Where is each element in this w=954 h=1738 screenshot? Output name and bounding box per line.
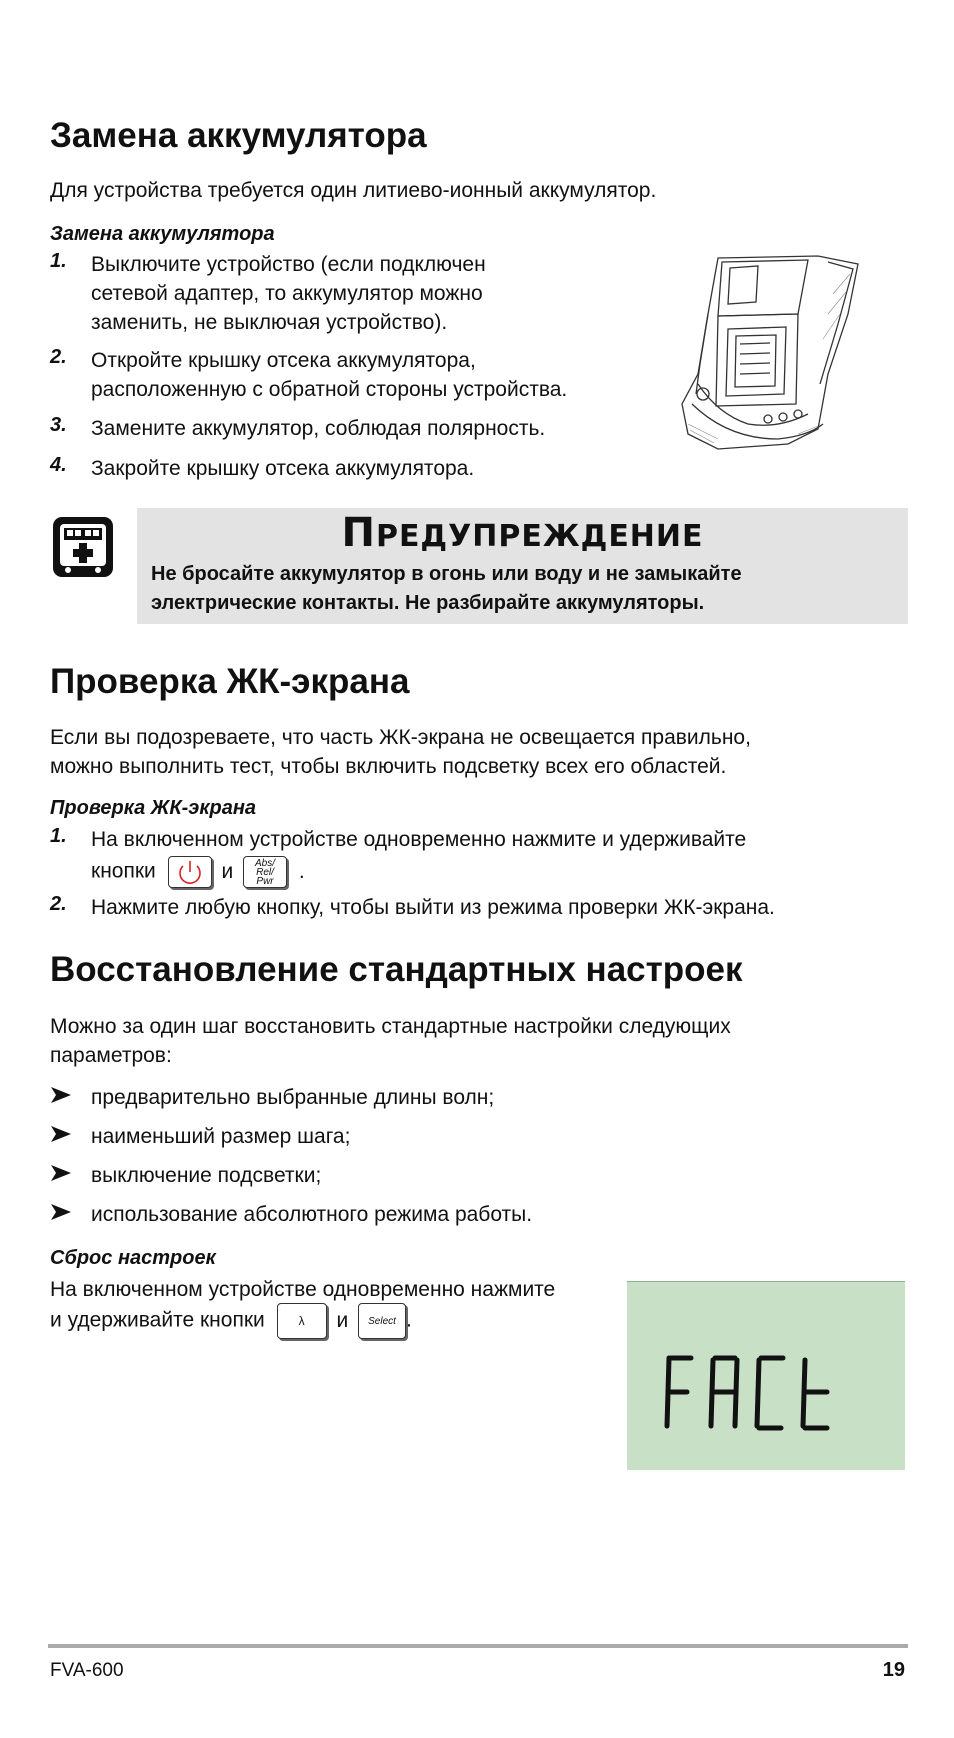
list-item (50, 454, 630, 483)
key-label: Rel/ (256, 866, 274, 878)
list-item (50, 1161, 750, 1190)
bullet-text: использование абсолютного режима работы. (91, 1203, 533, 1226)
warning-icon (50, 514, 116, 580)
bullet-text: выключение подсветки; (91, 1164, 322, 1187)
lambda-key (277, 1303, 327, 1339)
footer-rule (48, 1644, 908, 1648)
arrow-bullet-icon (50, 1084, 72, 1106)
step-number: 2. (50, 893, 67, 915)
list-item (50, 346, 630, 404)
select-key (358, 1303, 406, 1339)
step-line: Выключите устройство (если подключен (91, 253, 486, 276)
reset-intro-line: Можно за один шаг восстановить стандартные настройки следующих (50, 1015, 731, 1038)
power-key (168, 856, 212, 888)
key-label: Abs/ (255, 857, 276, 869)
lcd-intro-line: Если вы подозреваете, что часть ЖК-экрана не освещается правильно, (50, 726, 751, 749)
key-label: λ (298, 1313, 305, 1328)
warning-line: Не бросайте аккумулятор в огонь или воду и не замыкайте (151, 563, 742, 585)
section-title-factory-reset: Восстановление стандартных настроек (50, 950, 743, 989)
and-text: и (336, 1308, 349, 1332)
lcd-steps (50, 825, 930, 925)
and-text: и (221, 859, 234, 883)
step-number: 1. (50, 250, 67, 272)
reset-text: и удерживайте кнопки (50, 1308, 265, 1332)
step-text: кнопки (91, 859, 156, 883)
lcd-intro-line: можно выполнить тест, чтобы включить подсветку всех его областей. (50, 755, 727, 778)
list-item (50, 825, 930, 888)
battery-steps (50, 250, 630, 490)
list-item (50, 250, 630, 337)
abs-rel-pwr-key (243, 856, 287, 888)
step-line: Закройте крышку отсека аккумулятора. (91, 457, 475, 480)
reset-line-keys (50, 1303, 412, 1339)
list-item (50, 1122, 750, 1151)
reset-intro (50, 1012, 731, 1070)
bullet-text: предварительно выбранные длины волн; (91, 1086, 495, 1109)
lcd-segments (627, 1282, 905, 1470)
reset-intro-line: параметров: (50, 1044, 172, 1067)
end-punct: . (406, 1308, 412, 1332)
key-label: Select (368, 1315, 396, 1327)
reset-subheading: Сброс настроек (50, 1247, 216, 1269)
step-line: сетевой адаптер, то аккумулятор можно (91, 282, 483, 305)
section-title-battery: Замена аккумулятора (50, 116, 427, 155)
list-item (50, 1200, 750, 1229)
end-punct: . (298, 859, 305, 883)
step-line: расположенную с обратной стороны устройства. (91, 378, 568, 401)
lcd-intro (50, 723, 751, 781)
list-item (50, 1083, 750, 1112)
step-line: заменить, не выключая устройство). (91, 311, 448, 334)
list-item (50, 893, 930, 922)
battery-intro: Для устройства требуется один литиево-ионный аккумулятор. (50, 179, 657, 202)
key-label: Pwr (256, 875, 274, 887)
warning-title (137, 510, 908, 560)
arrow-bullet-icon (50, 1123, 72, 1145)
lcd-text: FACt (766, 1402, 769, 1403)
step-number: 1. (50, 825, 67, 847)
step-line: Замените аккумулятор, соблюдая полярность. (91, 417, 546, 440)
reset-line: На включенном устройстве одновременно нажмите (50, 1278, 556, 1301)
step-number: 2. (50, 346, 67, 368)
device-battery-illustration (678, 254, 860, 450)
warning-line: электрические контакты. Не разбирайте аккумуляторы. (151, 592, 705, 614)
battery-subheading: Замена аккумулятора (50, 223, 275, 245)
power-icon (169, 857, 211, 887)
arrow-bullet-icon (50, 1201, 72, 1223)
arrow-bullet-icon (50, 1162, 72, 1184)
reset-bullets (50, 1083, 750, 1243)
lcd-display (627, 1281, 905, 1470)
section-title-lcd-test: Проверка ЖК-экрана (50, 662, 410, 701)
lcd-subheading: Проверка ЖК-экрана (50, 797, 257, 819)
page-number: 19 (882, 1659, 905, 1681)
warning-title-first: П (341, 510, 376, 556)
warning-title-rest: РЕДУПРЕЖДЕНИЕ (375, 519, 704, 554)
step-line: Откройте крышку отсека аккумулятора, (91, 349, 476, 372)
warning-box (137, 508, 908, 624)
step-line: Нажмите любую кнопку, чтобы выйти из режима проверки ЖК-экрана. (91, 896, 775, 919)
footer-model: FVA-600 (50, 1660, 124, 1681)
step-line: На включенном устройстве одновременно нажмите и удерживайте (91, 828, 747, 851)
step-number: 4. (50, 454, 67, 476)
bullet-text: наименьший размер шага; (91, 1125, 351, 1148)
step-line-keys (91, 856, 930, 888)
step-number: 3. (50, 414, 67, 436)
list-item (50, 414, 630, 443)
